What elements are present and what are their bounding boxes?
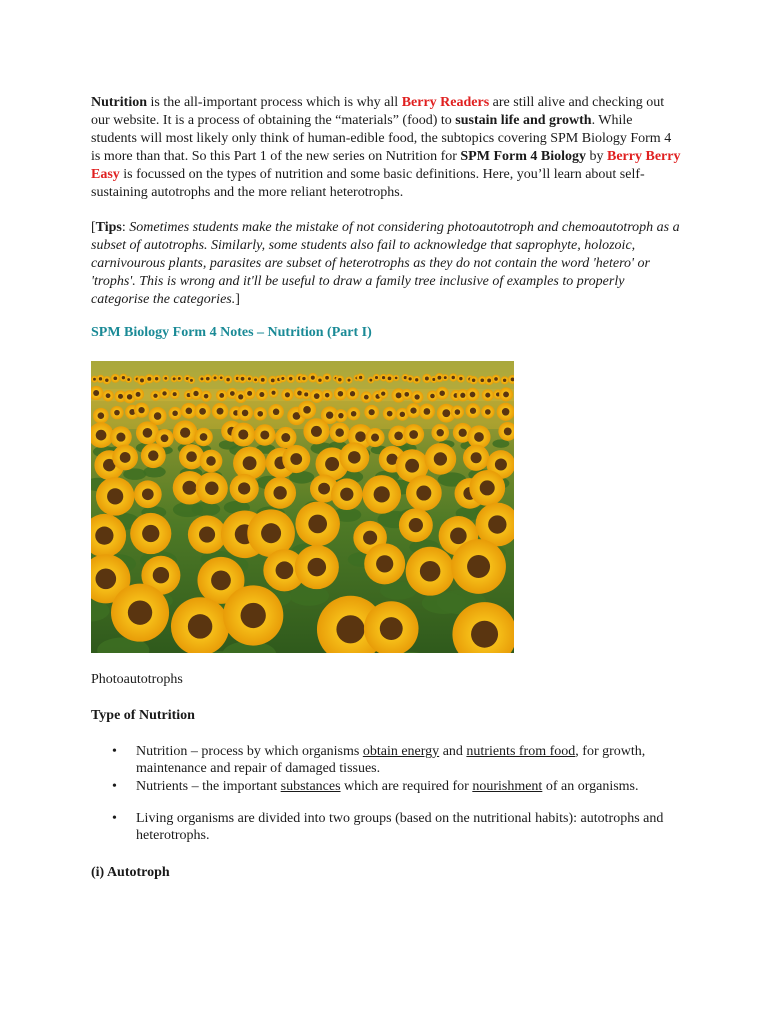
berry-berry-easy-link[interactable]: Berry Berry Easy [91,149,681,182]
bullet-dot: • [112,744,117,759]
tips-label: Tips [95,220,122,235]
bullet-text: of an organisms. [542,779,639,794]
bullet-text: Nutrients – the important [136,779,281,794]
tips-open-bracket: [ [91,220,96,235]
underlined-term: nourishment [472,779,543,794]
sunflower-field-image [91,361,514,653]
list-item [112,778,692,795]
bullet-text: , for growth, maintenance and repair of damaged tissues. [136,744,646,776]
underlined-term: nutrients from food [466,744,576,759]
section-title[interactable]: SPM Biology Form 4 Notes – Nutrition (Part I) [91,325,372,340]
underlined-term: substances [280,779,341,794]
berry-readers-link[interactable]: Berry Readers [401,95,490,110]
bullet-text: Nutrition – process by which organisms [136,744,363,759]
bullet-text: Living organisms are divided into two groups (based on the nutritional habits): autotrophs and heterotrophs. [136,811,664,843]
intro-paragraph [91,94,681,202]
list-item [112,743,692,777]
bullet-text: which are required for [340,779,473,794]
intro-text-5: is focussed on the types of nutrition and some basic definitions. Here, you’ll learn about self-sustaining autotrophs and the more reliant heterotrophs. [91,167,645,200]
intro-text-3: . While students will most likely only think of human-edible food, the subtopics covering SPM Biology Form 4 is more than that. So this Part 1 of the new series on Nutrition for [91,113,672,164]
bullet-dot: • [112,779,117,794]
image-caption: Photoautotrophs [91,672,183,687]
term-sustain-life: sustain life and growth [455,113,592,128]
intro-text-4: by [586,149,607,164]
intro-text-1: is the all-important process which is why all [147,95,402,110]
bullet-dot: • [112,811,117,826]
tips-paragraph [91,219,681,309]
list-item [112,810,692,844]
term-nutrition: Nutrition [91,95,147,110]
tips-body: Sometimes students make the mistake of not considering photoautotroph and chemoautotroph as a subset of autotrophs. Similarly, some students also fail to acknowledge that saprophyte, holozoic, carnivourous plants, parasites are subset of heterotrophs as they do not contain the word 'hetero' or 'trophs'. This is wrong and it'll be useful to draw a family tree inclusive of examples to properly categorise the categories. [91,220,680,307]
tips-colon: : [121,220,130,235]
nutrition-bullet-list [112,743,692,844]
term-spm-form4: SPM Form 4 Biology [460,149,586,164]
autotroph-heading: (i) Autotroph [91,865,170,880]
intro-text-2: are still alive and checking out our website. It is a process of obtaining the “materials” (food) to [91,95,665,128]
type-of-nutrition-heading: Type of Nutrition [91,708,195,723]
tips-close-bracket: ] [235,292,240,307]
bullet-text: and [439,744,467,759]
underlined-term: obtain energy [362,744,440,759]
